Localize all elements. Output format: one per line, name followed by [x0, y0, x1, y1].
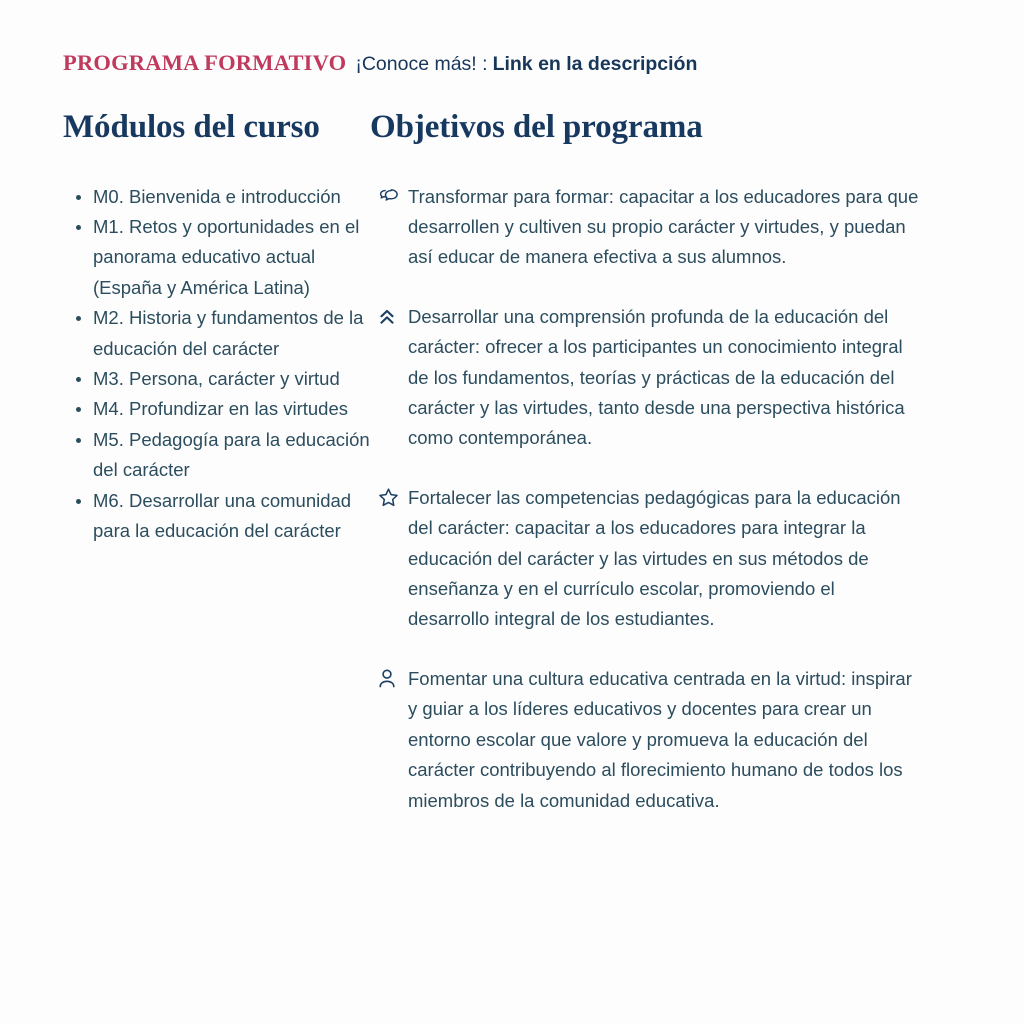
objectives-list: [370, 182, 984, 816]
objective-text: Desarrollar una comprensión profunda de la educación del carácter: ofrecer a los participantes un conocimiento integral de los fundamentos, teorías y prácticas de la educación del carácter y las virtudes, tanto desde una perspectiva histórica como contemporánea.: [408, 305, 905, 449]
list-item: M3. Persona, carácter y virtud: [63, 364, 370, 394]
modules-heading: Módulos del curso: [63, 109, 320, 145]
person-outline-icon: [370, 664, 408, 694]
program-brand-label: PROGRAMA FORMATIVO: [63, 50, 347, 75]
objective-text: Transformar para formar: capacitar a los educadores para que desarrollen y cultiven su propio carácter y virtudes, y puedan así educar de manera efectiva a sus alumnos.: [408, 185, 919, 268]
speech-bubbles-icon: [370, 182, 408, 212]
list-item: M5. Pedagogía para la educación del carácter: [63, 425, 370, 486]
star-outline-icon: [370, 483, 408, 513]
eyebrow-banner: [63, 50, 697, 76]
list-item: M2. Historia y fundamentos de la educación del carácter: [63, 303, 370, 364]
objective-text: Fortalecer las competencias pedagógicas para la educación del carácter: capacitar a los educadores para integrar la educación del carácter y las virtudes en sus métodos de enseñanza y en el currículo escolar, promoviendo el desarrollo integral de los estudiantes.: [408, 486, 901, 630]
modules-column: [0, 108, 370, 546]
list-item: [370, 182, 984, 273]
list-item: M6. Desarrollar una comunidad para la educación del carácter: [63, 486, 370, 547]
list-item: [370, 302, 984, 454]
double-chevron-up-icon: [370, 302, 408, 332]
list-item: [370, 483, 984, 635]
objectives-column: [370, 108, 1024, 816]
list-item: M0. Bienvenida e introducción: [63, 182, 370, 212]
content-columns: [0, 108, 1024, 816]
objectives-heading: Objetivos del programa: [370, 109, 703, 145]
list-item: M4. Profundizar en las virtudes: [63, 394, 370, 424]
link-in-description-label: Link en la descripción: [492, 53, 698, 75]
modules-list: [63, 182, 370, 547]
list-item: M1. Retos y oportunidades en el panorama educativo actual (España y América Latina): [63, 212, 370, 303]
know-more-label: ¡Conoce más! :: [355, 53, 488, 75]
list-item: [370, 664, 984, 816]
objective-text: Fomentar una cultura educativa centrada en la virtud: inspirar y guiar a los líderes educativos y docentes para crear un entorno escolar que valore y promueva la educación del carácter contribuyendo al florecimiento humano de todos los miembros de la comunidad educativa.: [408, 667, 912, 811]
